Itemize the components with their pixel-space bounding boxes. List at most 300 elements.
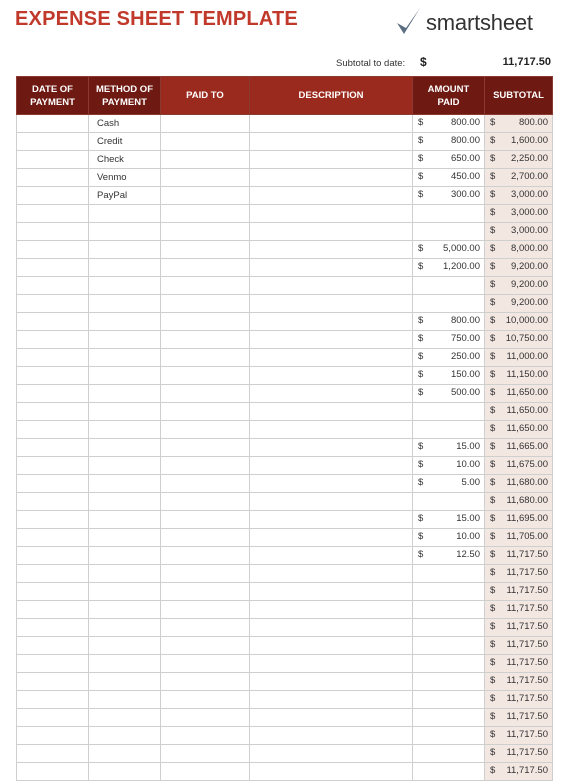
description-cell[interactable]: [250, 241, 413, 259]
currency-symbol: $: [418, 243, 424, 254]
amount-cell[interactable]: [413, 439, 485, 457]
method-cell[interactable]: [89, 403, 161, 421]
description-cell[interactable]: [250, 313, 413, 331]
subtotal-value: 2,700.00: [511, 171, 548, 182]
amount-cell[interactable]: [413, 331, 485, 349]
paid-to-cell[interactable]: [161, 565, 250, 583]
amount-cell[interactable]: [413, 727, 485, 745]
subtotal-cell: [485, 745, 553, 763]
subtotal-cell: [485, 205, 553, 223]
amount-cell[interactable]: [413, 241, 485, 259]
currency-symbol: $: [418, 441, 424, 452]
date-cell[interactable]: [17, 421, 89, 439]
subtotal-value: 11,680.00: [506, 477, 548, 488]
date-cell[interactable]: [17, 349, 89, 367]
paid-to-cell[interactable]: [161, 511, 250, 529]
description-cell[interactable]: [250, 529, 413, 547]
amount-cell[interactable]: [413, 313, 485, 331]
paid-to-cell[interactable]: [161, 475, 250, 493]
description-cell[interactable]: [250, 151, 413, 169]
method-cell[interactable]: [89, 745, 161, 763]
date-cell[interactable]: [17, 601, 89, 619]
amount-cell[interactable]: [413, 187, 485, 205]
method-cell[interactable]: [89, 763, 161, 781]
description-cell[interactable]: [250, 493, 413, 511]
method-cell[interactable]: Venmo: [89, 169, 161, 187]
description-cell[interactable]: [250, 637, 413, 655]
date-cell[interactable]: [17, 547, 89, 565]
amount-cell[interactable]: [413, 151, 485, 169]
method-cell[interactable]: [89, 619, 161, 637]
date-cell[interactable]: [17, 331, 89, 349]
subtotal-cell: [485, 133, 553, 151]
date-cell[interactable]: [17, 745, 89, 763]
subtotal-value: 11,717.50: [506, 621, 548, 632]
method-cell[interactable]: [89, 511, 161, 529]
paid-to-cell[interactable]: [161, 727, 250, 745]
currency-symbol: $: [418, 189, 424, 200]
subtotal-cell: [485, 565, 553, 583]
description-cell[interactable]: [250, 601, 413, 619]
method-cell[interactable]: [89, 547, 161, 565]
amount-cell[interactable]: [413, 115, 485, 133]
subtotal-value: 11,717.50: [506, 567, 548, 578]
amount-cell[interactable]: [413, 349, 485, 367]
date-cell[interactable]: [17, 313, 89, 331]
paid-to-cell[interactable]: [161, 349, 250, 367]
logo-text: smartsheet: [426, 10, 533, 35]
paid-to-cell[interactable]: [161, 223, 250, 241]
subtotal-value: 9,200.00: [511, 261, 548, 272]
paid-to-cell[interactable]: [161, 547, 250, 565]
page-title: EXPENSE SHEET TEMPLATE: [15, 8, 298, 30]
amount-cell[interactable]: [413, 385, 485, 403]
method-cell[interactable]: [89, 385, 161, 403]
method-cell[interactable]: [89, 313, 161, 331]
amount-cell[interactable]: [413, 457, 485, 475]
amount-cell[interactable]: [413, 277, 485, 295]
date-cell[interactable]: [17, 565, 89, 583]
subtotal-value: 11,650.00: [506, 387, 548, 398]
subtotal-cell: [485, 439, 553, 457]
description-cell[interactable]: [250, 205, 413, 223]
subtotal-cell: [485, 637, 553, 655]
amount-cell[interactable]: [413, 691, 485, 709]
method-cell[interactable]: [89, 331, 161, 349]
currency-symbol: $: [418, 153, 424, 164]
date-cell[interactable]: [17, 673, 89, 691]
date-cell[interactable]: [17, 133, 89, 151]
subtotal-value: 11,717.50: [506, 765, 548, 776]
currency-symbol: $: [418, 333, 424, 344]
subtotal-value: 11,717.50: [506, 585, 548, 596]
method-cell[interactable]: [89, 673, 161, 691]
header-row: [17, 77, 553, 115]
table-row: [17, 223, 553, 241]
description-cell[interactable]: [250, 277, 413, 295]
amount-value: 15.00: [456, 441, 480, 452]
paid-to-cell[interactable]: [161, 691, 250, 709]
currency-symbol: $: [490, 207, 496, 218]
amount-cell[interactable]: [413, 493, 485, 511]
paid-to-cell[interactable]: [161, 709, 250, 727]
table-row: [17, 115, 553, 133]
date-cell[interactable]: [17, 295, 89, 313]
check-mark-icon: [394, 6, 424, 40]
table-row: [17, 709, 553, 727]
method-cell[interactable]: [89, 295, 161, 313]
paid-to-cell[interactable]: [161, 637, 250, 655]
col-header-method: METHOD OF PAYMENT: [89, 77, 161, 115]
date-cell[interactable]: [17, 727, 89, 745]
method-cell[interactable]: [89, 367, 161, 385]
subtotal-value: 11,717.50: [506, 603, 548, 614]
date-cell[interactable]: [17, 169, 89, 187]
subtotal-cell: [485, 691, 553, 709]
currency-symbol: $: [490, 171, 496, 182]
paid-to-cell[interactable]: [161, 493, 250, 511]
amount-cell[interactable]: [413, 601, 485, 619]
date-cell[interactable]: [17, 115, 89, 133]
date-cell[interactable]: [17, 259, 89, 277]
amount-value: 800.00: [450, 135, 480, 146]
date-cell[interactable]: [17, 493, 89, 511]
amount-cell[interactable]: [413, 475, 485, 493]
description-cell[interactable]: [250, 223, 413, 241]
smartsheet-logo: [394, 5, 533, 41]
date-cell[interactable]: [17, 403, 89, 421]
table-row: [17, 439, 553, 457]
currency-symbol: $: [490, 549, 496, 560]
description-cell[interactable]: [250, 457, 413, 475]
currency-symbol: $: [418, 549, 424, 560]
amount-cell[interactable]: [413, 619, 485, 637]
subtotal-value: 11,717.50: [506, 549, 548, 560]
paid-to-cell[interactable]: [161, 601, 250, 619]
table-row: [17, 169, 553, 187]
description-cell[interactable]: [250, 133, 413, 151]
amount-cell[interactable]: [413, 295, 485, 313]
paid-to-cell[interactable]: [161, 529, 250, 547]
table-row: [17, 619, 553, 637]
amount-cell[interactable]: [413, 205, 485, 223]
currency-symbol: $: [418, 369, 424, 380]
description-cell[interactable]: [250, 655, 413, 673]
date-cell[interactable]: [17, 187, 89, 205]
method-cell[interactable]: [89, 529, 161, 547]
paid-to-cell[interactable]: [161, 619, 250, 637]
subtotal-value: 11,717.50: [502, 56, 551, 68]
currency-symbol: $: [490, 657, 496, 668]
table-row: [17, 349, 553, 367]
method-cell[interactable]: [89, 205, 161, 223]
paid-to-cell[interactable]: [161, 457, 250, 475]
description-cell[interactable]: [250, 421, 413, 439]
subtotal-cell: [485, 295, 553, 313]
subtotal-value: 8,000.00: [511, 243, 548, 254]
currency-symbol: $: [490, 117, 496, 128]
amount-cell[interactable]: [413, 223, 485, 241]
amount-cell[interactable]: [413, 565, 485, 583]
date-cell[interactable]: [17, 205, 89, 223]
currency-symbol: $: [490, 369, 496, 380]
currency-symbol: $: [490, 315, 496, 326]
paid-to-cell[interactable]: [161, 421, 250, 439]
amount-cell[interactable]: [413, 403, 485, 421]
date-cell[interactable]: [17, 223, 89, 241]
amount-cell[interactable]: [413, 529, 485, 547]
method-cell[interactable]: [89, 727, 161, 745]
method-cell[interactable]: [89, 259, 161, 277]
paid-to-cell[interactable]: [161, 403, 250, 421]
amount-cell[interactable]: [413, 547, 485, 565]
table-row: [17, 403, 553, 421]
method-cell[interactable]: [89, 583, 161, 601]
amount-value: 750.00: [450, 333, 480, 344]
subtotal-cell: [485, 115, 553, 133]
method-cell[interactable]: Cash: [89, 115, 161, 133]
paid-to-cell[interactable]: [161, 205, 250, 223]
subtotal-cell: [485, 169, 553, 187]
amount-value: 500.00: [450, 387, 480, 398]
currency-symbol: $: [418, 459, 424, 470]
currency-symbol: $: [490, 135, 496, 146]
date-cell[interactable]: [17, 367, 89, 385]
currency-symbol: $: [418, 171, 424, 182]
method-cell[interactable]: [89, 349, 161, 367]
subtotal-value: 11,680.00: [506, 495, 548, 506]
table-row: [17, 511, 553, 529]
subtotal-value: 11,650.00: [506, 405, 548, 416]
description-cell[interactable]: [250, 709, 413, 727]
amount-value: 5.00: [461, 477, 480, 488]
currency-symbol: $: [418, 135, 424, 146]
method-cell[interactable]: [89, 637, 161, 655]
subtotal-cell: [485, 313, 553, 331]
description-cell[interactable]: [250, 367, 413, 385]
amount-value: 150.00: [450, 369, 480, 380]
description-cell[interactable]: [250, 439, 413, 457]
paid-to-cell[interactable]: [161, 745, 250, 763]
paid-to-cell[interactable]: [161, 367, 250, 385]
amount-cell[interactable]: [413, 169, 485, 187]
subtotal-cell: [485, 511, 553, 529]
table-row: [17, 565, 553, 583]
currency-symbol: $: [490, 711, 496, 722]
table-row: [17, 475, 553, 493]
amount-cell[interactable]: [413, 511, 485, 529]
description-cell[interactable]: [250, 691, 413, 709]
currency-symbol: $: [490, 153, 496, 164]
paid-to-cell[interactable]: [161, 673, 250, 691]
method-cell[interactable]: Credit: [89, 133, 161, 151]
currency-symbol: $: [490, 675, 496, 686]
table-row: [17, 745, 553, 763]
paid-to-cell[interactable]: [161, 655, 250, 673]
method-cell[interactable]: [89, 565, 161, 583]
paid-to-cell[interactable]: [161, 241, 250, 259]
currency-symbol: $: [490, 279, 496, 290]
description-cell[interactable]: [250, 331, 413, 349]
date-cell[interactable]: [17, 475, 89, 493]
paid-to-cell[interactable]: [161, 763, 250, 781]
date-cell[interactable]: [17, 763, 89, 781]
amount-cell[interactable]: [413, 763, 485, 781]
amount-cell[interactable]: [413, 745, 485, 763]
currency-symbol: $: [490, 243, 496, 254]
method-cell[interactable]: [89, 691, 161, 709]
description-cell[interactable]: [250, 547, 413, 565]
subtotal-value: 800.00: [518, 117, 548, 128]
date-cell[interactable]: [17, 709, 89, 727]
paid-to-cell[interactable]: [161, 331, 250, 349]
subtotal-cell: [485, 475, 553, 493]
amount-cell[interactable]: [413, 673, 485, 691]
description-cell[interactable]: [250, 187, 413, 205]
amount-value: 450.00: [450, 171, 480, 182]
paid-to-cell[interactable]: [161, 277, 250, 295]
subtotal-value: 11,665.00: [506, 441, 548, 452]
description-cell[interactable]: [250, 511, 413, 529]
description-cell[interactable]: [250, 565, 413, 583]
description-cell[interactable]: [250, 619, 413, 637]
currency-symbol: $: [490, 459, 496, 470]
subtotal-cell: [485, 727, 553, 745]
description-cell[interactable]: [250, 727, 413, 745]
paid-to-cell[interactable]: [161, 151, 250, 169]
date-cell[interactable]: [17, 619, 89, 637]
paid-to-cell[interactable]: [161, 133, 250, 151]
table-row: [17, 529, 553, 547]
description-cell[interactable]: [250, 115, 413, 133]
method-cell[interactable]: [89, 439, 161, 457]
date-cell[interactable]: [17, 583, 89, 601]
date-cell[interactable]: [17, 151, 89, 169]
amount-cell[interactable]: [413, 133, 485, 151]
description-cell[interactable]: [250, 349, 413, 367]
table-row: [17, 421, 553, 439]
paid-to-cell[interactable]: [161, 583, 250, 601]
subtotal-value: 11,675.00: [506, 459, 548, 470]
subtotal-cell: [485, 223, 553, 241]
date-cell[interactable]: [17, 385, 89, 403]
amount-cell[interactable]: [413, 709, 485, 727]
amount-value: 250.00: [450, 351, 480, 362]
subtotal-value: 1,600.00: [511, 135, 548, 146]
description-cell[interactable]: [250, 763, 413, 781]
description-cell[interactable]: [250, 385, 413, 403]
date-cell[interactable]: [17, 277, 89, 295]
subtotal-cell: [485, 493, 553, 511]
paid-to-cell[interactable]: [161, 259, 250, 277]
currency-symbol: $: [490, 729, 496, 740]
subtotal-cell: [485, 547, 553, 565]
paid-to-cell[interactable]: [161, 169, 250, 187]
amount-value: 15.00: [456, 513, 480, 524]
description-cell[interactable]: [250, 169, 413, 187]
currency-symbol: $: [418, 261, 424, 272]
method-cell[interactable]: [89, 457, 161, 475]
description-cell[interactable]: [250, 673, 413, 691]
amount-value: 1,200.00: [443, 261, 480, 272]
table-row: [17, 313, 553, 331]
table-row: [17, 493, 553, 511]
paid-to-cell[interactable]: [161, 187, 250, 205]
date-cell[interactable]: [17, 241, 89, 259]
date-cell[interactable]: [17, 457, 89, 475]
date-cell[interactable]: [17, 529, 89, 547]
currency-symbol: $: [490, 297, 496, 308]
method-cell[interactable]: [89, 223, 161, 241]
subtotal-value: 11,717.50: [506, 747, 548, 758]
subtotal-value: 11,000.00: [506, 351, 548, 362]
method-cell[interactable]: [89, 493, 161, 511]
paid-to-cell[interactable]: [161, 115, 250, 133]
method-cell[interactable]: [89, 277, 161, 295]
subtotal-cell: [485, 763, 553, 781]
subtotal-cell: [485, 259, 553, 277]
method-cell[interactable]: [89, 709, 161, 727]
currency-symbol: $: [490, 567, 496, 578]
date-cell[interactable]: [17, 637, 89, 655]
method-cell[interactable]: [89, 241, 161, 259]
currency-symbol: $: [490, 405, 496, 416]
currency-symbol: $: [490, 495, 496, 506]
amount-cell[interactable]: [413, 637, 485, 655]
table-row: [17, 637, 553, 655]
paid-to-cell[interactable]: [161, 385, 250, 403]
method-cell[interactable]: [89, 475, 161, 493]
method-cell[interactable]: Check: [89, 151, 161, 169]
subtotal-value: 3,000.00: [511, 189, 548, 200]
method-cell[interactable]: [89, 421, 161, 439]
date-cell[interactable]: [17, 655, 89, 673]
date-cell[interactable]: [17, 691, 89, 709]
amount-cell[interactable]: [413, 259, 485, 277]
method-cell[interactable]: PayPal: [89, 187, 161, 205]
currency-symbol: $: [418, 351, 424, 362]
method-cell[interactable]: [89, 655, 161, 673]
description-cell[interactable]: [250, 295, 413, 313]
subtotal-label: Subtotal to date:: [336, 58, 406, 69]
amount-cell[interactable]: [413, 367, 485, 385]
currency-symbol: $: [490, 693, 496, 704]
paid-to-cell[interactable]: [161, 295, 250, 313]
table-row: [17, 367, 553, 385]
amount-cell[interactable]: [413, 421, 485, 439]
method-cell[interactable]: [89, 601, 161, 619]
table-row: [17, 583, 553, 601]
description-cell[interactable]: [250, 475, 413, 493]
currency-symbol: $: [490, 261, 496, 272]
currency-symbol: $: [490, 189, 496, 200]
subtotal-value: 11,695.00: [506, 513, 548, 524]
subtotal-cell: [485, 655, 553, 673]
amount-cell[interactable]: [413, 655, 485, 673]
paid-to-cell[interactable]: [161, 313, 250, 331]
description-cell[interactable]: [250, 745, 413, 763]
amount-cell[interactable]: [413, 583, 485, 601]
date-cell[interactable]: [17, 439, 89, 457]
date-cell[interactable]: [17, 511, 89, 529]
col-header-description: DESCRIPTION: [250, 77, 413, 115]
currency-symbol: $: [490, 441, 496, 452]
subtotal-cell: [485, 187, 553, 205]
description-cell[interactable]: [250, 583, 413, 601]
paid-to-cell[interactable]: [161, 439, 250, 457]
description-cell[interactable]: [250, 259, 413, 277]
description-cell[interactable]: [250, 403, 413, 421]
